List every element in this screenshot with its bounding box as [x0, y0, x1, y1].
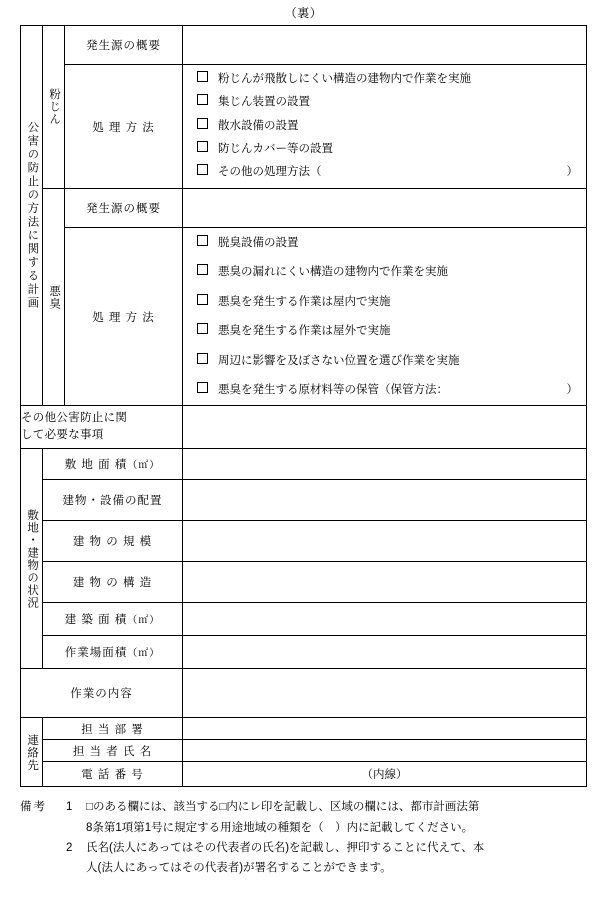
checkbox-icon[interactable] — [197, 141, 208, 152]
table-row — [21, 718, 587, 740]
building-layout-label: 建物・設備の配置 — [43, 480, 183, 521]
table-row — [21, 603, 587, 636]
notes-label: 備考 — [20, 801, 47, 814]
checkbox-label: 防じんカバー等の設置 — [218, 142, 333, 155]
checkbox-row[interactable] — [197, 141, 578, 159]
odor-source-summary-value[interactable] — [183, 189, 587, 228]
table-row — [21, 762, 587, 787]
checkbox-icon[interactable] — [197, 353, 208, 364]
note-item — [20, 797, 590, 817]
contact-department-label: 担 当 部 署 — [43, 718, 183, 740]
table-row — [21, 740, 587, 762]
page-side-mark: （裏） — [284, 6, 323, 20]
dust-source-summary-value[interactable] — [183, 26, 587, 65]
built-area-value[interactable] — [183, 603, 587, 636]
checkbox-label: 悪臭を発生する作業は屋外で実施 — [218, 325, 391, 338]
contact-phone-label: 電 話 番 号 — [43, 762, 183, 787]
contact-table — [20, 717, 587, 787]
checkbox-label: 散水設備の設置 — [218, 119, 299, 132]
checkbox-label: その他の処理方法（ — [218, 166, 322, 179]
work-content-value[interactable] — [183, 669, 587, 718]
table-row — [21, 189, 587, 228]
built-area-label: 建 築 面 積（㎡） — [43, 603, 183, 636]
site-building-table — [20, 448, 587, 669]
odor-source-summary-label: 発生源の概要 — [65, 189, 183, 228]
checkbox-icon[interactable] — [197, 164, 208, 175]
building-structure-label: 建 物 の 構 造 — [43, 562, 183, 603]
dust-vertical-label: 粉じん — [43, 26, 65, 189]
checkbox-row[interactable] — [197, 71, 578, 89]
notes-label-spacer — [20, 838, 66, 858]
table-row — [21, 449, 587, 480]
workshop-area-value[interactable] — [183, 636, 587, 669]
checkbox-row[interactable] — [197, 293, 578, 311]
building-scale-value[interactable] — [183, 521, 587, 562]
checkbox-label: 脱臭設備の設置 — [218, 237, 299, 250]
checkbox-label: 集じん装置の設置 — [218, 96, 310, 109]
checkbox-row[interactable] — [197, 118, 578, 136]
checkbox-label: 粉じんが飛散しにくい構造の建物内で作業を実施 — [218, 73, 471, 85]
other-pollution-label-line2: して必要な事項 — [21, 429, 104, 442]
table-row — [21, 228, 587, 406]
other-pollution-table — [20, 405, 587, 449]
dust-treatment-label: 処 理 方 法 — [65, 65, 183, 189]
checkbox-row[interactable] — [197, 322, 578, 340]
note-number: 1 — [66, 801, 73, 814]
checkbox-icon[interactable] — [197, 94, 208, 105]
table-row — [21, 480, 587, 521]
checkbox-label: 悪臭を発生する作業は屋内で実施 — [218, 295, 391, 308]
checkbox-icon[interactable] — [197, 235, 208, 246]
checkbox-row[interactable] — [197, 94, 578, 112]
checkbox-icon[interactable] — [197, 264, 208, 275]
checkbox-icon[interactable] — [197, 323, 208, 334]
checkbox-row[interactable] — [197, 234, 578, 252]
work-content-label: 作業の内容 — [21, 669, 183, 718]
contact-vertical-label: 連絡先 — [21, 718, 43, 787]
notes-section — [20, 797, 590, 878]
building-layout-value[interactable] — [183, 480, 587, 521]
form-table — [20, 25, 587, 406]
table-row — [21, 562, 587, 603]
checkbox-icon[interactable] — [197, 382, 208, 393]
work-content-table — [20, 668, 587, 718]
table-row — [21, 521, 587, 562]
checkbox-label: 悪臭を発生する原材料等の保管（保管方法： — [218, 384, 448, 397]
contact-person-value[interactable] — [183, 740, 587, 762]
checkbox-icon[interactable] — [197, 71, 208, 82]
contact-phone-value[interactable]: （内線） — [183, 762, 587, 787]
building-structure-value[interactable] — [183, 562, 587, 603]
plan-vertical-label: 公害の防止の方法に関する計画 — [21, 26, 43, 406]
other-pollution-value[interactable] — [183, 406, 587, 449]
table-row — [21, 669, 587, 718]
checkbox-icon[interactable] — [197, 294, 208, 305]
note-item — [20, 838, 590, 858]
table-row — [21, 636, 587, 669]
site-vertical-label: 敷地・建物の状況 — [21, 449, 43, 669]
checkbox-label: 悪臭の漏れにくい構造の建物内で作業を実施 — [218, 266, 448, 279]
table-row — [21, 65, 587, 189]
dust-source-summary-label: 発生源の概要 — [65, 26, 183, 65]
checkbox-trailing: ） — [566, 384, 578, 397]
note-text-line2: 8条第1項第1号に規定する用途地域の種類を（ ）内に記載してください。 — [86, 821, 474, 834]
checkbox-icon[interactable] — [197, 118, 208, 129]
note-text-line1: 氏名(法人にあってはその代表者の氏名)を記載し、押印することに代えて、本 — [86, 841, 485, 854]
building-scale-label: 建 物 の 規 模 — [43, 521, 183, 562]
checkbox-row[interactable] — [197, 352, 578, 370]
site-area-label: 敷 地 面 積（㎡） — [43, 449, 183, 480]
contact-person-label: 担 当 者 氏 名 — [43, 740, 183, 762]
checkbox-trailing: ） — [566, 166, 578, 179]
note-number: 2 — [66, 841, 73, 854]
dust-treatment-checklist — [183, 65, 587, 189]
other-pollution-label — [21, 406, 183, 449]
checkbox-row[interactable] — [197, 381, 578, 399]
checkbox-label: 周辺に影響を及ぼさない位置を選び作業を実施 — [218, 354, 460, 367]
odor-treatment-checklist — [183, 228, 587, 406]
other-pollution-label-line1: その他公害防止に関 — [21, 412, 128, 425]
contact-department-value[interactable] — [183, 718, 587, 740]
odor-treatment-label: 処 理 方 法 — [65, 228, 183, 406]
table-row — [21, 406, 587, 449]
note-text-line2: 人(法人にあってはその代表者)が署名することができます。 — [86, 861, 392, 874]
note-text-line1: □のある欄には、該当する□内にレ印を記載し、区域の欄には、都市計画法第 — [86, 801, 480, 814]
checkbox-row[interactable] — [197, 263, 578, 281]
odor-vertical-label: 悪臭 — [43, 189, 65, 406]
checkbox-row[interactable] — [197, 164, 578, 182]
site-area-value[interactable] — [183, 449, 587, 480]
table-row — [21, 26, 587, 65]
workshop-area-label: 作業場面積（㎡） — [43, 636, 183, 669]
